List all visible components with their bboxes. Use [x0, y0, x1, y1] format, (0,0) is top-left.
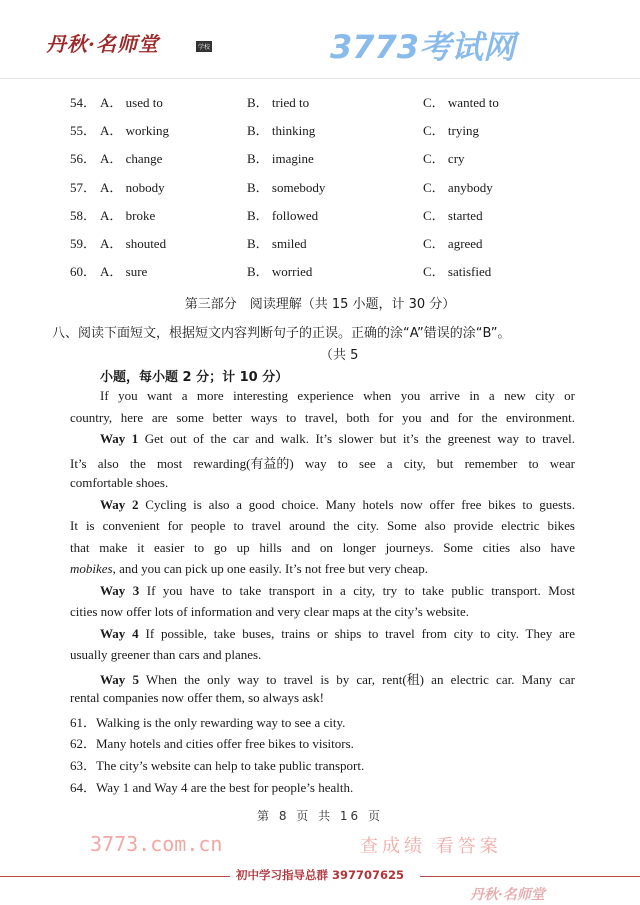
option-a: A． broke	[100, 207, 156, 223]
option-c: C． started	[423, 207, 483, 223]
way3-label: Way 3	[100, 583, 140, 598]
way4-line: usually greener than cars and planes.	[70, 647, 262, 662]
question-number: 56．	[70, 151, 97, 167]
question-number: 54．	[70, 95, 97, 110]
watermark-slogan: 查成绩 看答案	[360, 836, 502, 857]
option-c: C． anybody	[423, 179, 493, 195]
option-c: C． wanted to	[423, 95, 499, 110]
way5-label: Way 5	[100, 672, 139, 687]
question-64: 64．Way 1 and Way 4 are the best for people’s health.	[70, 780, 354, 795]
instruction: 八、阅读下面短文，根据短文内容判断句子的正误。正确的涂“A”错误的涂“B”。	[52, 326, 511, 341]
way4-line: Way 4 If possible, take buses, trains or ships to travel from city to city. They are	[100, 626, 575, 641]
option-b: B． imagine	[247, 151, 314, 167]
option-c: C． satisfied	[423, 264, 492, 280]
option-a: A． working	[100, 123, 169, 139]
option-c: C． agreed	[423, 236, 483, 251]
question-number: 58．	[70, 207, 97, 223]
question-63: 63．The city’s website can help to take public transport.	[70, 758, 365, 773]
question-number: 57．	[70, 179, 97, 195]
page-number: 第 8 页 共 16 页	[257, 809, 383, 823]
way2-line: mobikes, and you can pick up one easily. It’s not free but very cheap.	[70, 561, 428, 576]
way1-label: Way 1	[100, 431, 139, 446]
watermark-url: 3773.com.cn	[90, 832, 223, 856]
watermark-site: 3773考试网	[330, 28, 516, 66]
intro-line: country, here are some better ways to travel, both for you and for the environment.	[70, 410, 575, 425]
way5-line: Way 5 When the only way to travel is by car, rent(租) an electric car. Many car	[100, 672, 575, 687]
option-a: A． shouted	[100, 236, 167, 251]
logo-tag: 学校	[196, 41, 212, 52]
way3-line: Way 3 If you have to take transport in a city, try to take public transport. Most	[100, 583, 575, 598]
option-b: B． tried to	[247, 95, 310, 110]
watermark-logo: 丹秋·名师堂	[470, 887, 545, 903]
question-61: 61．Walking is the only rewarding way to see a city.	[70, 715, 346, 730]
way2-line: It is convenient for people to travel around the city. Some also provide electric bikes	[70, 518, 575, 533]
way2-line: Way 2 Cycling is also a good choice. Many hotels now offer free bikes to guests.	[100, 497, 575, 512]
intro-line: If you want a more interesting experience when you arrive in a new city or	[100, 388, 575, 403]
way3-line: cities now offer lots of information and very clear maps at the city’s website.	[70, 604, 470, 619]
option-c: C． trying	[423, 123, 479, 139]
question-number: 55．	[70, 123, 97, 139]
way4-label: Way 4	[100, 626, 139, 641]
header-divider	[0, 78, 640, 79]
option-a: A． change	[100, 151, 163, 167]
option-b: B． somebody	[247, 179, 326, 195]
option-b: B． thinking	[247, 123, 316, 139]
question-62: 62．Many hotels and cities offer free bikes to visitors.	[70, 736, 354, 751]
question-number: 59．	[70, 236, 97, 251]
logo: 丹秋·名师堂	[46, 32, 159, 56]
way2-line: that make it easier to go up hills and on longer journeys. Some cities also have	[70, 540, 575, 555]
option-c: C． cry	[423, 151, 465, 167]
option-b: B． smiled	[247, 236, 307, 251]
way1-line: comfortable shoes.	[70, 475, 169, 490]
option-a: A． used to	[100, 95, 163, 110]
way1-line: Way 1 Get out of the car and walk. It’s slower but it’s the greenest way to travel.	[100, 431, 575, 446]
footer-text: 初中学习指导总群 397707625	[0, 867, 640, 883]
instruction-cont2: 小题，每小题 2 分；计 10 分）	[100, 370, 289, 385]
way5-line: rental companies now offer them, so always ask!	[70, 690, 324, 705]
option-a: A． sure	[100, 264, 148, 280]
option-b: B． followed	[247, 207, 319, 223]
option-b: B． worried	[247, 264, 313, 280]
way1-line: It’s also the most rewarding(有益的) way to see a city, but remember to wear	[70, 456, 575, 471]
instruction-cont: （共 5	[320, 348, 359, 363]
way2-label: Way 2	[100, 497, 139, 512]
option-a: A． nobody	[100, 179, 165, 195]
section-title: 第三部分 阅读理解（共 15 小题，计 30 分）	[184, 297, 456, 312]
question-number: 60．	[70, 264, 97, 280]
